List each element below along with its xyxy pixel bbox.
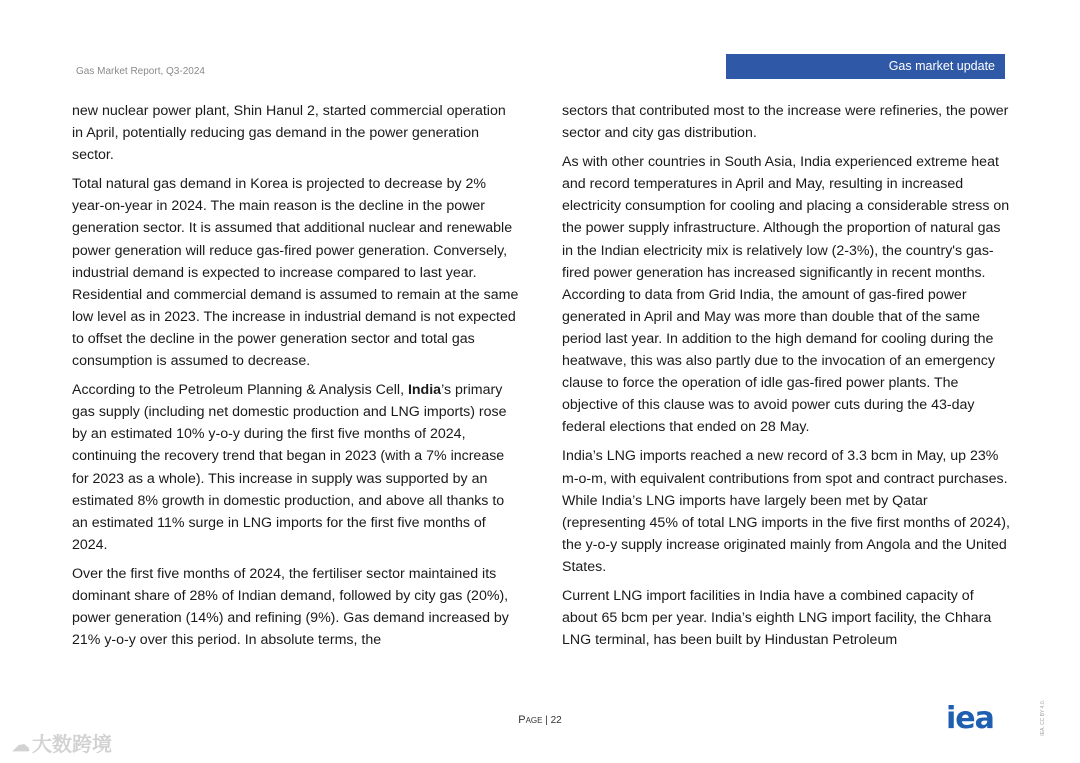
left-paragraph-2: Total natural gas demand in Korea is projected to decrease by 2% year-on-year in 2024. The main reason is the decline in the power generation sector. It is assumed that additional nuclear and renewable power generation will reduce gas-fired power generation. Conversely, industrial demand is expected to increase compared to last year. Residential and commercial demand is assumed to remain at the same low level as in 2023. The increase in industrial demand is not expected to offset the decline in the power generation sector and total gas consumption is assumed to decrease. xyxy=(72,176,519,370)
section-banner: Gas market update xyxy=(726,54,1005,79)
right-paragraph-2: As with other countries in South Asia, India experienced extreme heat and record temperatures in April and May, resulting in increased electricity consumption for cooling and placing a considerable stress on the power supply infrastructure. Although the proportion of natural gas in the Indian electricity mix is relatively low (2-3%), the country's gas-fired power generation has increased significantly in recent months. According to data from Grid India, the amount of gas-fired power generated in April and May was more than double that of the same period last year. In addition to the high demand for cooling during the heatwave, this was also partly due to the invocation of an emergency clause to force the operation of idle gas-fired power plants. The objective of this clause was to avoid power cuts during the 43-day federal elections that ended on 28 May. xyxy=(562,154,1010,436)
right-paragraph-4: Current LNG import facilities in India have a combined capacity of about 65 bcm per year. India’s eighth LNG import facility, the Chhara LNG terminal, has been built by Hindustan Petroleum xyxy=(562,587,992,649)
license-code: IEA. CC BY 4.0. xyxy=(1040,700,1046,736)
p3-india-bold: India xyxy=(407,382,442,399)
p3-intro: According to the Petroleum Planning & Analysis Cell, xyxy=(72,382,408,399)
right-column xyxy=(562,100,1010,658)
left-column xyxy=(72,100,520,658)
watermark-text: 大数跨境 xyxy=(32,734,112,756)
page-number-value: 22 xyxy=(550,715,562,726)
p3-rest: ’s primary gas supply (including net domestic production and LNG imports) rose by an estimated 10% y-o-y during the first five months of 2024, continuing the recovery trend that began in 2023 (with a 7% increase for 2023 as a whole). This increase in supply was supported by an estimated 8% growth in domestic production, and above all thanks to an estimated 11% surge in LNG imports for the first five months of 2024. xyxy=(72,382,507,553)
right-paragraph-1: sectors that contributed most to the increase were refineries, the power sector and city gas distribution. xyxy=(562,103,1009,142)
watermark-icon: ☁ xyxy=(12,735,30,755)
page-number xyxy=(0,714,1080,726)
page-separator: | xyxy=(542,715,551,726)
report-label: Gas Market Report, Q3-2024 xyxy=(76,66,205,77)
watermark xyxy=(12,728,112,757)
page-word: Page xyxy=(518,714,543,726)
right-paragraph-3: India’s LNG imports reached a new record of 3.3 bcm in May, up 23% m-o-m, with equivalent contributions from spot and contract purchases. While India’s LNG imports have largely been met by Qatar (representing 45% of total LNG imports in the five first months of 2024), the y-o-y supply increase originated mainly from Angola and the United States. xyxy=(562,448,1010,575)
left-paragraph-3 xyxy=(72,379,520,556)
iea-logo: iea xyxy=(946,701,994,736)
left-paragraph-4: Over the first five months of 2024, the fertiliser sector maintained its dominant share of 28% of Indian demand, followed by city gas (20%), power generation (14%) and refining (9%). Gas demand increased by 21% y-o-y over this period. In absolute terms, the xyxy=(72,565,509,649)
left-paragraph-1: new nuclear power plant, Shin Hanul 2, started commercial operation in April, potentially reducing gas demand in the power generation sector. xyxy=(72,103,506,164)
